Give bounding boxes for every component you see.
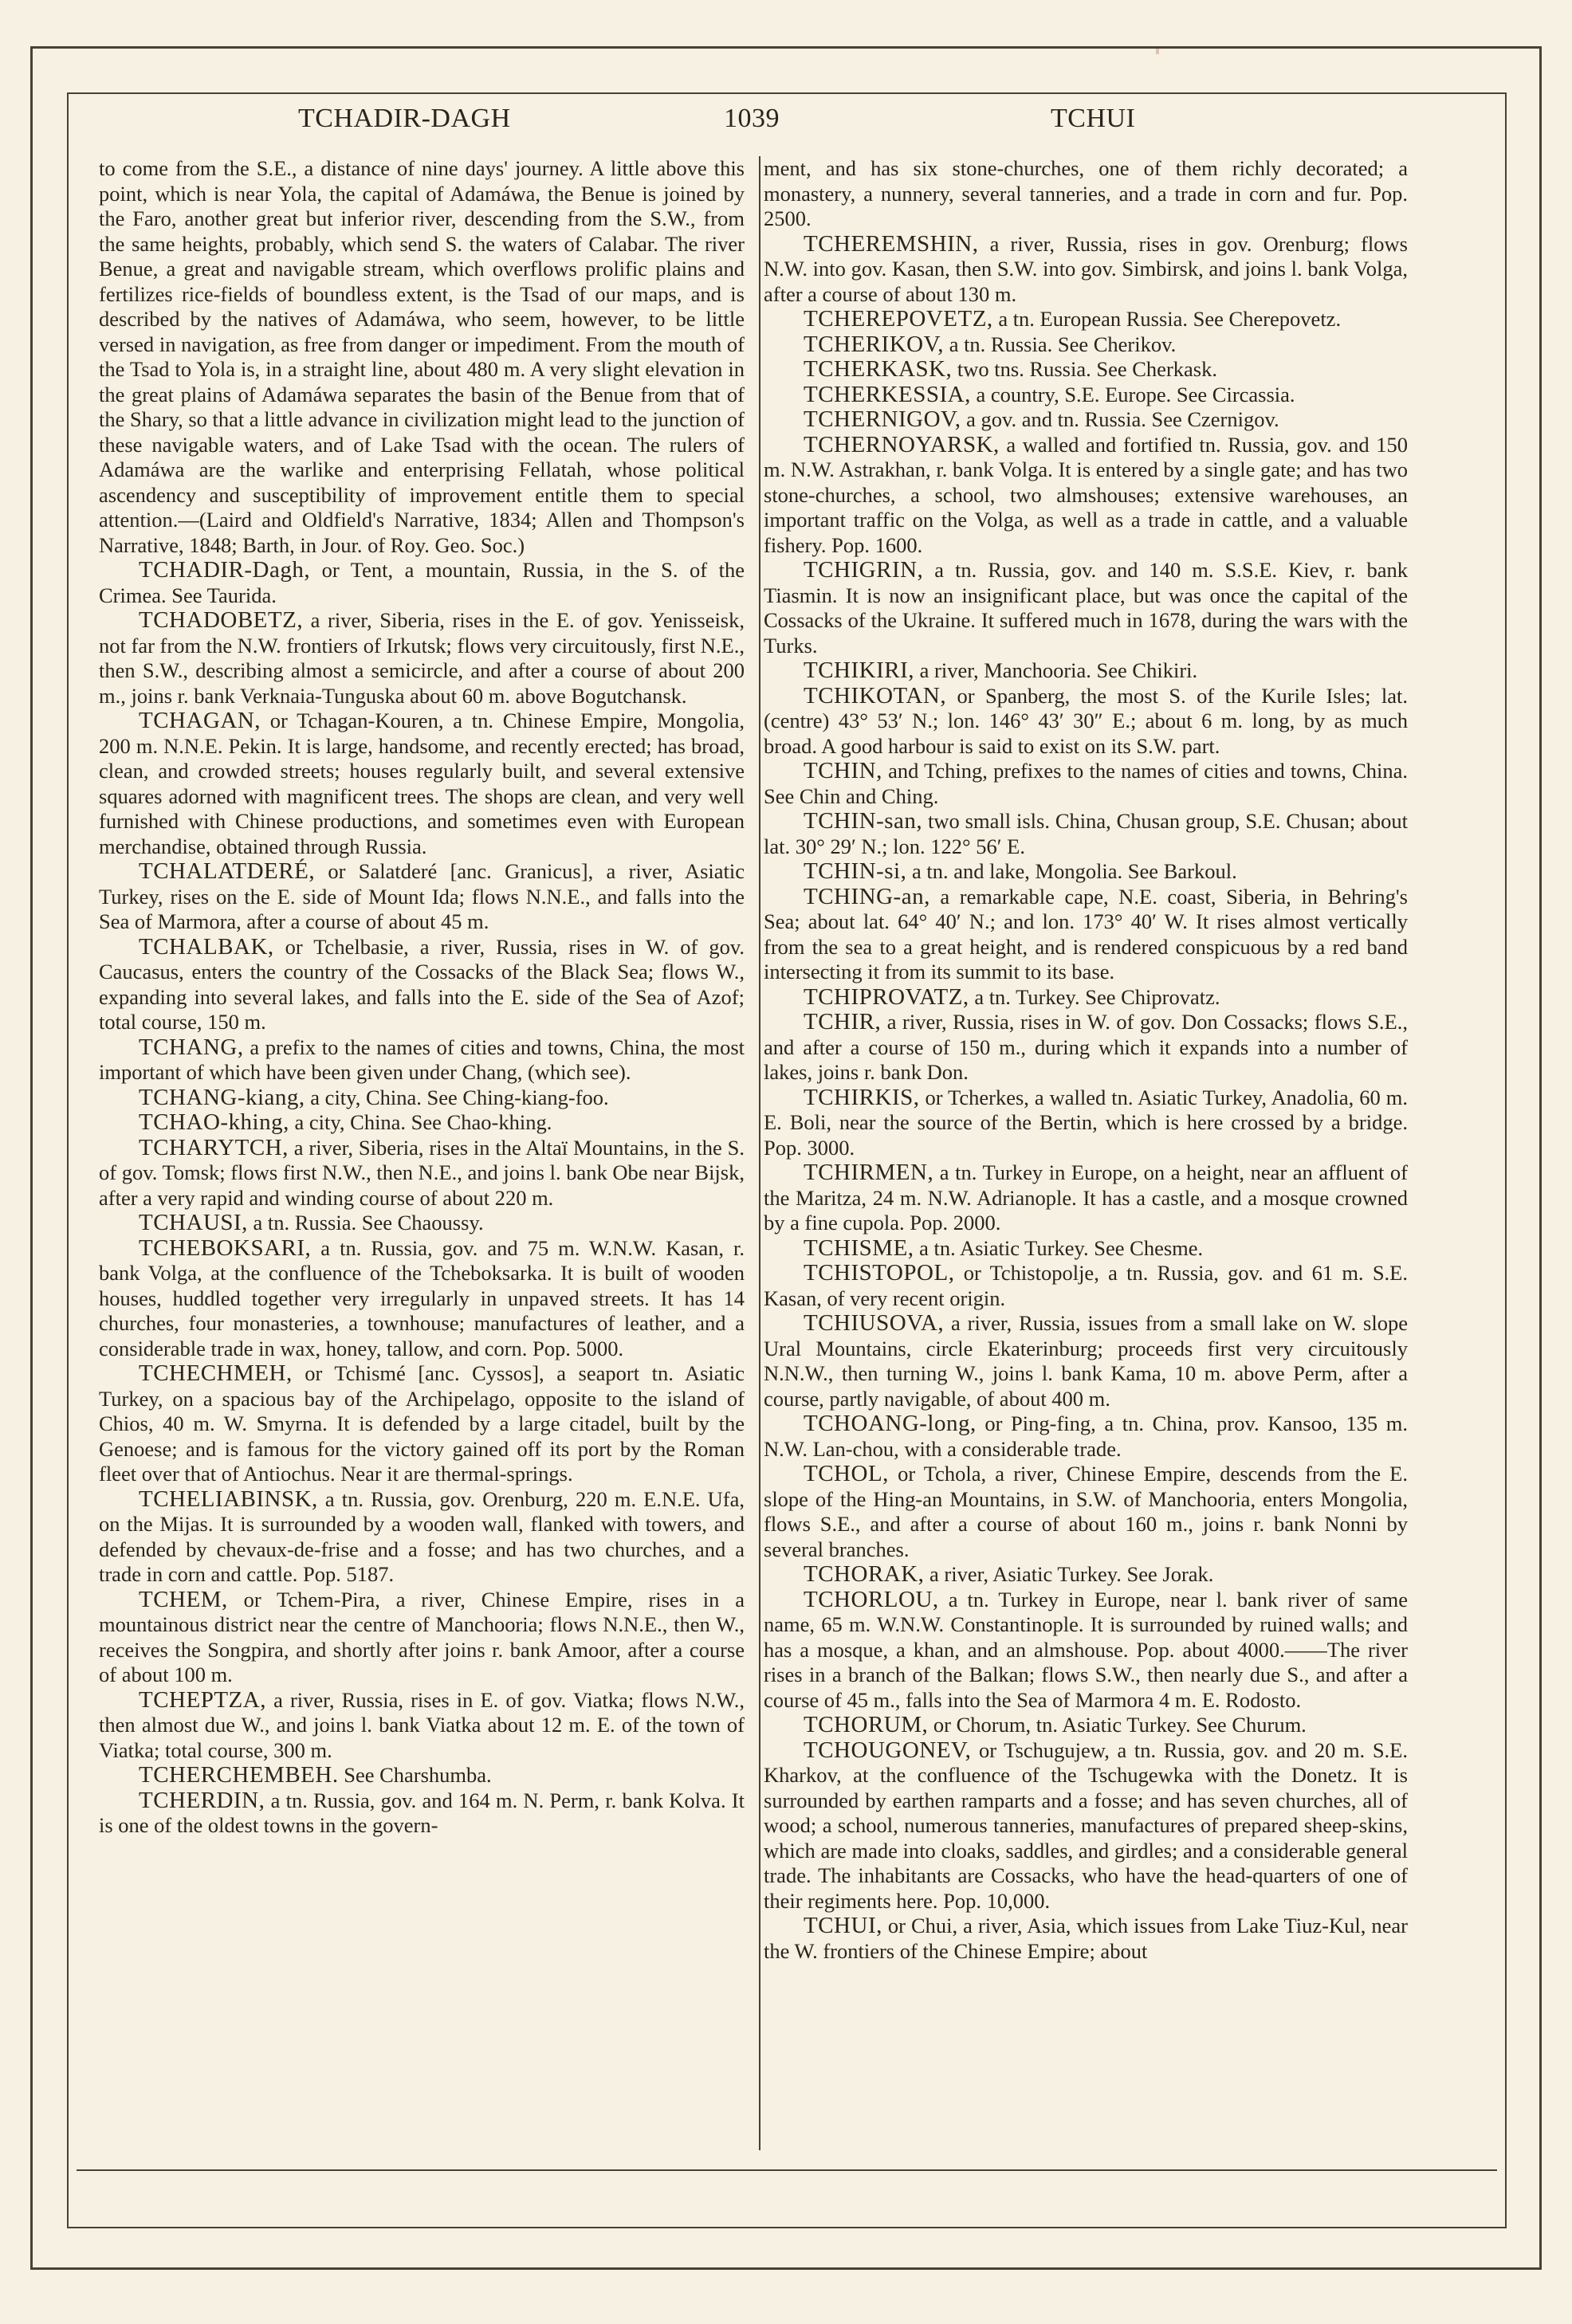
entry-text: or Tschugujew, a tn. Russia, gov. and 20 m. S.E. Kharkov, at the confluence of the Tschugewka with the Donetz. It is surrounded by earthen ramparts and a fosse; and has seven churches, all of wood; a school, numerous tanneries, manufactures of prepared sheep-skins, which are made into cloaks, saddles, and girdles; and a considerable general trade. The inhabitants are Cossacks, who have the head-quarters of one of their regiments here. Pop. 10,000.	[764, 1737, 1408, 1913]
entry-text: a river, Manchooria. See Chikiri.	[914, 658, 1198, 682]
entry-text: a gov. and tn. Russia. See Czernigov.	[961, 407, 1279, 431]
entry-headword: TCHERCHEMBEH.	[139, 1762, 339, 1788]
gazetteer-entry	[764, 885, 1408, 985]
entry-headword: TCHADIR-Dagh,	[139, 557, 311, 583]
gazetteer-entry	[764, 1562, 1408, 1588]
entry-text: or Chorum, tn. Asiatic Turkey. See Churum.	[928, 1713, 1307, 1737]
entry-headword: TCHAO-khing,	[139, 1109, 289, 1135]
entry-text: or Tchismé [anc. Cyssos], a seaport tn. Asiatic Turkey, on a spacious bay of the Archipelago, opposite to the island of Chios, 40 m. W. Smyrna. It is defended by a large citadel, built by the Genoese; and is famous for the victory gained off its port by the Roman fleet over that of Antiochus. Near it are thermal-springs.	[99, 1361, 745, 1486]
entry-text: a river, Russia, rises in E. of gov. Viatka; flows N.W., then almost due W., and joins l. bank Viatka about 12 m. E. of the town of Viatka; total course, 300 m.	[99, 1687, 745, 1762]
entry-text: or Tchem-Pira, a river, Chinese Empire, rises in a mountainous district near the centre of Manchooria; flows N.N.E., then W., receives the Songpira, and shortly after joins r. bank Amoor, after a course of about 100 m.	[99, 1587, 745, 1686]
gazetteer-entry	[99, 1361, 745, 1487]
running-header	[80, 104, 1499, 139]
entry-text: or Tchagan-Kouren, a tn. Chinese Empire, Mongolia, 200 m. N.N.E. Pekin. It is large, handsome, and recently erected; has broad, clean, and crowded streets; houses regularly built, and several extensive squares adorned with magnificent trees. The shops are clean, and very well furnished with Chinese productions, and sometimes even with European merchandise, obtained through Russia.	[99, 709, 745, 858]
gazetteer-entry	[764, 658, 1408, 684]
gazetteer-entry	[99, 1688, 745, 1764]
gazetteer-entry	[764, 985, 1408, 1011]
entry-text: a remarkable cape, N.E. coast, Siberia, in Behring's Sea; about lat. 64° 40′ N.; and lon. 173° 40′ W. It rises almost vertically from the sea to a great height, and is rendered conspicuous by a red band intersecting it from its summit to its base.	[764, 884, 1408, 983]
entry-text: and Tching, prefixes to the names of cities and towns, China. See Chin and Ching.	[764, 759, 1408, 808]
entry-text: or Tent, a mountain, Russia, in the S. of the Crimea. See Taurida.	[99, 558, 745, 607]
gazetteer-entry	[99, 1085, 745, 1111]
entry-headword: TCHERKESSIA,	[804, 381, 971, 407]
entry-headword: TCHIRMEN,	[804, 1160, 934, 1185]
gazetteer-entry	[764, 1010, 1408, 1085]
entry-text: a tn. Turkey. See Chiprovatz.	[969, 984, 1220, 1009]
entry-headword: TCHISTOPOL,	[804, 1260, 955, 1286]
gazetteer-entry	[764, 1160, 1408, 1236]
entry-text: or Ping-fing, a tn. China, prov. Kansoo, 135 m. N.W. Lan-chou, with a considerable trade.	[764, 1411, 1408, 1461]
gazetteer-entry	[99, 1211, 745, 1236]
entry-headword: TCHECHMEH,	[139, 1360, 293, 1386]
gazetteer-entry	[764, 1713, 1408, 1738]
entry-text: a river, Russia, issues from a small lake on W. slope Ural Mountains, circle Ekaterinburg; proceeds first very circuitously N.N.W., then turning W., joins l. bank Kama, 10 m. above Perm, after a course, partly navigable, of about 400 m.	[764, 1311, 1408, 1411]
entry-text: a city, China. See Chao-khing.	[289, 1110, 552, 1134]
gazetteer-entry	[764, 1261, 1408, 1311]
entry-headword: TCHEREMSHIN,	[804, 230, 979, 257]
entry-headword: TCHISME,	[804, 1235, 914, 1261]
entry-text: a river, Siberia, rises in the Altaï Mountains, in the S. of gov. Tomsk; flows first N.W., then N.E., and joins l. bank Obe near Bijsk, after a very rapid and winding course of about 220 m.	[99, 1135, 745, 1210]
entry-continuation	[99, 156, 745, 558]
entry-text: a tn. Russia. See Chaoussy.	[247, 1211, 484, 1235]
bottom-rule	[77, 2169, 1497, 2171]
entry-text: a tn. Russia. See Cherikov.	[944, 332, 1177, 356]
entry-headword: TCHIN-si,	[804, 858, 907, 884]
entry-headword: TCHOL,	[804, 1461, 889, 1486]
entry-text: a prefix to the names of cities and towns, China, the most important of which have been given under Chang, (which see).	[99, 1034, 745, 1084]
column-divider	[759, 156, 760, 2150]
right-column	[764, 156, 1408, 2149]
entry-text: or Tchistopolje, a tn. Russia, gov. and 61 m. S.E. Kasan, of very recent origin.	[764, 1261, 1408, 1310]
gazetteer-entry	[99, 1110, 745, 1136]
entry-text: to come from the S.E., a distance of nine days' journey. A little above this point, which is near Yola, the capital of Adamáwa, the Benue is joined by the Faro, another great but inferior river, descending from the S.W., from the same heights, probably, which send S. the waters of Calabar. The river Benue, a great and navigable stream, which overflows prolific plains and fertilizes rice-fields of boundless extent, is the Tsad of our maps, and is described by the natives of Adamáwa, who seem, however, to be little versed in navigation, as free from danger or impediment. From the mouth of the Tsad to Yola is, in a straight line, about 480 m. A very slight elevation in the great plains of Adamáwa separates the basin of the Benue from that of the Shary, so that a little advance in civilization might lead to the junction of these navigable waters, and of Lake Tsad with the ocean. The rulers of Adamáwa are the warlike and enterprising Fellatah, whose political ascendency and susceptibility of improvement entitle them to special attention.—(Laird and Oldfield's Narrative, 1834; Allen and Thompson's Narrative, 1848; Barth, in Jour. of Roy. Geo. Soc.)	[99, 156, 745, 557]
gazetteer-entry	[764, 1914, 1408, 1964]
entry-text: a river, Siberia, rises in the E. of gov. Yenisseisk, not far from the N.W. frontiers of Irkutsk; flows very circuitously, first N.E., then S.W., describing almost a semicircle, and after a course of about 200 m., joins r. bank Verknaia-Tunguska about 60 m. above Bogutchansk.	[99, 608, 745, 708]
entry-headword: TCHORLOU,	[804, 1586, 939, 1612]
entry-headword: TCHEM,	[139, 1586, 228, 1612]
gazetteer-entry	[99, 1236, 745, 1362]
gazetteer-entry	[764, 1588, 1408, 1714]
entry-headword: TCHIN-san,	[804, 808, 923, 834]
entry-headword: TCHERDIN,	[139, 1787, 265, 1813]
entry-headword: TCHERNIGOV,	[804, 406, 961, 432]
entry-headword: TCHORAK,	[804, 1561, 925, 1587]
entry-headword: TCHIKOTAN,	[804, 682, 947, 709]
entry-headword: TCHAGAN,	[139, 708, 261, 733]
entry-headword: TCHEREPOVETZ,	[804, 306, 993, 332]
left-column	[99, 156, 745, 2149]
entry-headword: TCHADOBETZ,	[139, 607, 304, 633]
entry-headword: TCHERKASK,	[804, 356, 953, 382]
entry-headword: TCHIPROVATZ,	[804, 983, 969, 1010]
gazetteer-entry	[764, 1738, 1408, 1914]
entry-headword: TCHORUM,	[804, 1712, 929, 1737]
entry-text: a tn. and lake, Mongolia. See Barkoul.	[906, 859, 1237, 883]
gazetteer-entry	[764, 809, 1408, 859]
entry-headword: TCHANG-kiang,	[139, 1084, 305, 1110]
gazetteer-entry	[764, 307, 1408, 332]
gazetteer-entry	[99, 1788, 745, 1839]
header-left-guide-word: TCHADIR-DAGH	[298, 104, 511, 133]
entry-text: a tn. Russia, gov. and 164 m. N. Perm, r. bank Kolva. It is one of the oldest towns in the govern-	[99, 1788, 745, 1837]
entry-text: a tn. European Russia. See Cherepovetz.	[992, 307, 1342, 331]
gazetteer-entry	[764, 684, 1408, 760]
entry-text: ment, and has six stone-churches, one of them richly decorated; a monastery, a nunnery, several tanneries, and a trade in corn and fur. Pop. 2500.	[764, 156, 1408, 230]
entry-text: See Charshumba.	[338, 1763, 492, 1787]
entry-text: a tn. Russia, gov. Orenburg, 220 m. E.N.E. Ufa, on the Mijas. It is surrounded by a wooden wall, flanked with towers, and defended by chevaux-de-frise and a fosse; and has two churches, and a trade in corn and cattle. Pop. 5187.	[99, 1486, 745, 1586]
gazetteer-entry	[764, 357, 1408, 383]
entry-text: two small isls. China, Chusan group, S.E. Chusan; about lat. 30° 29′ N.; lon. 122° 56′ E.	[764, 809, 1408, 858]
gazetteer-entry	[99, 1136, 745, 1211]
entry-text: or Spanberg, the most S. of the Kurile Isles; lat. (centre) 43° 53′ N.; lon. 146° 43′ 30″ E.; about 6 m. long, by as much broad. A good harbour is said to exist on its S.W. part.	[764, 683, 1408, 758]
entry-headword: TCHIN,	[804, 758, 882, 783]
gazetteer-entry	[99, 1763, 745, 1788]
entry-headword: TCHOUGONEV,	[804, 1737, 972, 1763]
entry-headword: TCHIUSOVA,	[804, 1310, 945, 1336]
entry-headword: TCHUI,	[804, 1913, 882, 1938]
entry-text: a tn. Russia, gov. and 140 m. S.S.E. Kiev, r. bank Tiasmin. It is now an insignificant place, but was once the capital of the Cossacks of the Ukraine. It suffered much in 1678, during the wars with the Turks.	[764, 558, 1408, 658]
header-right-guide-word: TCHUI	[1051, 104, 1136, 133]
entry-headword: TCHALBAK,	[139, 933, 274, 960]
entry-continuation	[764, 156, 1408, 232]
entry-headword: TCHIGRIN,	[804, 557, 924, 583]
entry-headword: TCHOANG-long,	[804, 1411, 977, 1436]
gazetteer-entry	[99, 859, 745, 935]
gazetteer-entry	[764, 1085, 1408, 1161]
entry-headword: TCHALATDERÉ,	[139, 858, 316, 884]
entry-headword: TCHEPTZA,	[139, 1686, 266, 1713]
gazetteer-entry	[99, 935, 745, 1035]
entry-headword: TCHANG,	[139, 1034, 244, 1060]
entry-headword: TCHIRKIS,	[804, 1084, 920, 1110]
gazetteer-entry	[764, 859, 1408, 885]
gazetteer-entry	[99, 709, 745, 859]
entry-headword: TCHELIABINSK,	[139, 1486, 318, 1512]
entry-text: or Tcherkes, a walled tn. Asiatic Turkey, Anadolia, 60 m. E. Boli, near the source of the Bertin, which is here crossed by a bridge. Pop. 3000.	[764, 1085, 1408, 1160]
entry-text: a river, Asiatic Turkey. See Jorak.	[924, 1562, 1214, 1586]
entry-text: a river, Russia, rises in gov. Orenburg; flows N.W. into gov. Kasan, then S.W. into gov. Simbirsk, and joins l. bank Volga, after a course of about 130 m.	[764, 231, 1408, 306]
page-number: 1039	[724, 104, 780, 133]
gazetteer-entry	[99, 1588, 745, 1688]
entry-headword: TCHING-an,	[804, 883, 930, 909]
entry-text: two tns. Russia. See Cherkask.	[952, 357, 1217, 381]
gazetteer-entry	[99, 1487, 745, 1588]
entry-text: or Tchola, a river, Chinese Empire, descends from the E. slope of the Hing-an Mountains, in S.W. of Manchooria, enters Mongolia, flows S.E., and after a course of about 160 m., joins r. bank Nonni by several branches.	[764, 1462, 1408, 1561]
entry-headword: TCHIR,	[804, 1009, 882, 1034]
gazetteer-entry	[99, 558, 745, 608]
entry-text: or Tchelbasie, a river, Russia, rises in W. of gov. Caucasus, enters the country of the Cossacks of the Black Sea; flows W., expanding into several lakes, and falls into the E. side of the Sea of Azof; total course, 150 m.	[99, 934, 745, 1034]
entry-headword: TCHEBOKSARI,	[139, 1235, 312, 1261]
entry-headword: TCHAUSI,	[139, 1210, 248, 1235]
entry-text: a tn. Turkey in Europe, near l. bank river of same name, 65 m. W.N.W. Constantinople. It is surrounded by ruined walls; and has a mosque, a khan, and an almshouse. Pop. about 4000.——The river rises in a branch of the Balkan; flows S.W., then nearly due S., and after a course of 45 m., falls into the Sea of Marmora 4 m. E. Rodosto.	[764, 1587, 1408, 1712]
gazetteer-entry	[764, 407, 1408, 433]
gazetteer-entry	[764, 558, 1408, 658]
gazetteer-entry	[99, 608, 745, 709]
entry-text: a tn. Turkey in Europe, on a height, near an affluent of the Maritza, 24 m. N.W. Adrianople. It has a castle, and a mosque crowned by a fine cupola. Pop. 2000.	[764, 1160, 1408, 1235]
gazetteer-entry	[764, 759, 1408, 809]
entry-text: a city, China. See Ching-kiang-foo.	[305, 1085, 609, 1109]
entry-text: or Chui, a river, Asia, which issues from Lake Tiuz-Kul, near the W. frontiers of the Chinese Empire; about	[764, 1914, 1408, 1963]
gazetteer-entry	[764, 433, 1408, 559]
entry-text: a river, Russia, rises in W. of gov. Don Cossacks; flows S.E., and after a course of 150 m., during which it expands into a number of lakes, joins r. bank Don.	[764, 1010, 1408, 1084]
gazetteer-entry	[764, 1311, 1408, 1411]
gazetteer-entry	[764, 232, 1408, 308]
gazetteer-entry	[764, 332, 1408, 358]
entry-text: a tn. Russia, gov. and 75 m. W.N.W. Kasan, r. bank Volga, at the confluence of the Tcheboksarka. It is built of wooden houses, huddled together very irregularly in unpaved streets. It has 14 churches, four monasteries, a townhouse; manufactures of leather, and a considerable trade in wax, honey, tallow, and corn. Pop. 5000.	[99, 1235, 745, 1360]
entry-headword: TCHERNOYARSK,	[804, 431, 1000, 457]
entry-text: a tn. Asiatic Turkey. See Chesme.	[914, 1235, 1204, 1260]
gazetteer-entry	[99, 1035, 745, 1085]
entry-headword: TCHERIKOV,	[804, 331, 945, 357]
entry-headword: TCHIKIRI,	[804, 658, 915, 683]
gazetteer-entry	[764, 1411, 1408, 1462]
entry-text: a walled and fortified tn. Russia, gov. and 150 m. N.W. Astrakhan, r. bank Volga. It is entered by a single gate; and has two stone-churches, a school, two almshouses; extensive warehouses, an important traffic on the Volga, as well as a trade in cattle, and a valuable fishery. Pop. 1600.	[764, 432, 1408, 557]
entry-headword: TCHARYTCH,	[139, 1134, 289, 1160]
entry-text: or Salatderé [anc. Granicus], a river, Asiatic Turkey, rises on the E. side of Mount Ida; flows N.N.E., and falls into the Sea of Marmora, after a course of about 45 m.	[99, 859, 745, 933]
gazetteer-entry	[764, 383, 1408, 408]
gazetteer-entry	[764, 1236, 1408, 1262]
entry-text: a country, S.E. Europe. See Circassia.	[970, 382, 1295, 406]
gazetteer-entry	[764, 1462, 1408, 1562]
